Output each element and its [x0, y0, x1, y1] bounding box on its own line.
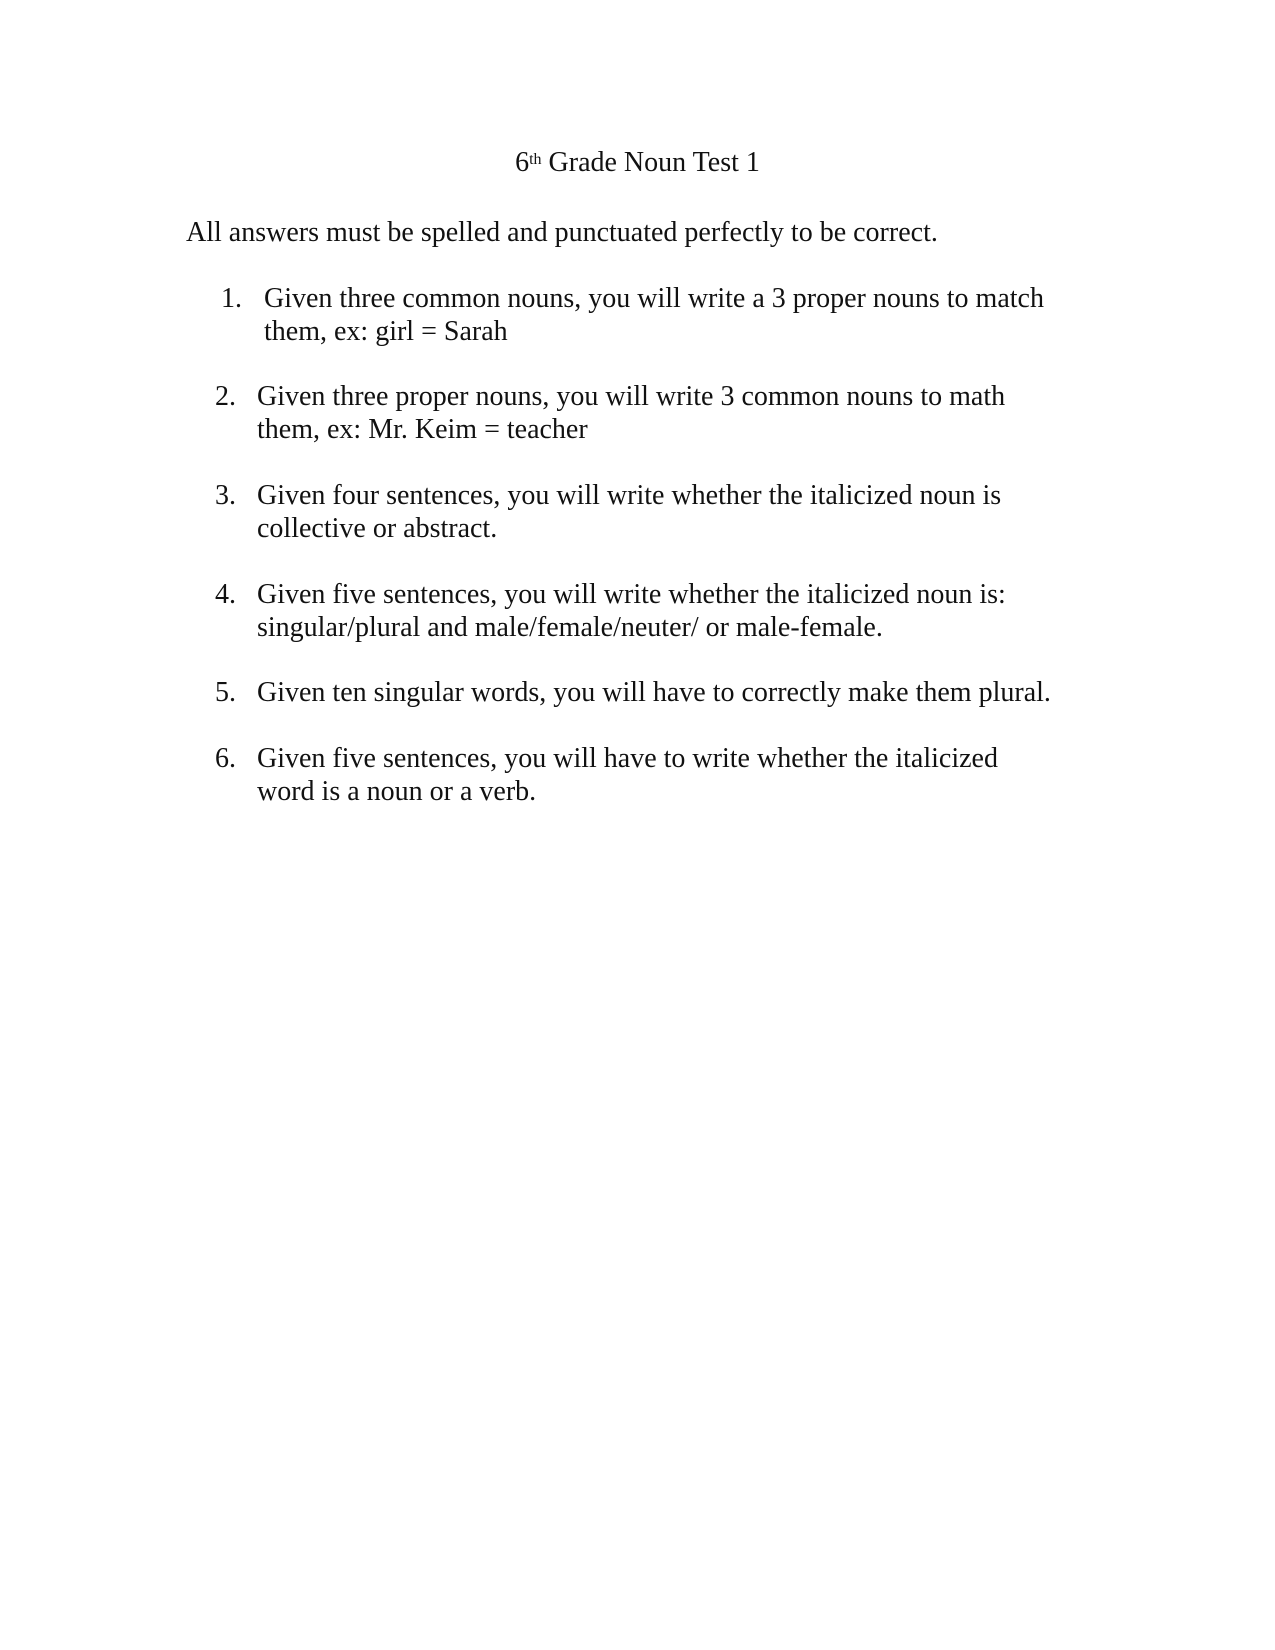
- page-title: [0, 146, 1275, 180]
- item-number: 5.: [215, 677, 236, 708]
- item-text: [257, 479, 1001, 545]
- item-line-2: them, ex: girl = Sarah: [264, 316, 508, 347]
- item-number: 6.: [215, 743, 236, 774]
- title-text: Grade Noun Test 1: [541, 147, 760, 178]
- item-line-2: word is a noun or a verb.: [257, 776, 537, 807]
- title-number: 6: [515, 147, 530, 178]
- item-line-2: singular/plural and male/female/neuter/ or male-female.: [257, 612, 883, 643]
- item-text: [257, 380, 1005, 446]
- item-text: [257, 742, 998, 808]
- item-line-1: Given four sentences, you will write whether the italicized noun is: [257, 480, 1002, 511]
- item-line-1: Given three common nouns, you will write a 3 proper nouns to match: [264, 283, 1044, 314]
- item-line-1: Given five sentences, you will write whether the italicized noun is:: [257, 579, 1006, 610]
- item-number: 3.: [215, 480, 236, 511]
- item-number: 4.: [215, 579, 236, 610]
- item-line-1: Given five sentences, you will have to write whether the italicized: [257, 743, 998, 774]
- item-line-2: them, ex: Mr. Keim = teacher: [257, 414, 588, 445]
- item-text: [257, 578, 1006, 644]
- instructions: All answers must be spelled and punctuated perfectly to be correct.: [186, 217, 938, 248]
- item-line-1: Given three proper nouns, you will write 3 common nouns to math: [257, 381, 1006, 412]
- item-line-2: collective or abstract.: [257, 513, 498, 544]
- item-number: 2.: [215, 381, 236, 412]
- title-superscript: th: [529, 151, 542, 168]
- item-line-1: Given ten singular words, you will have to correctly make them plural.: [257, 677, 1051, 708]
- item-text: [264, 282, 1044, 348]
- item-number: 1.: [221, 283, 242, 314]
- item-text: [257, 676, 1051, 709]
